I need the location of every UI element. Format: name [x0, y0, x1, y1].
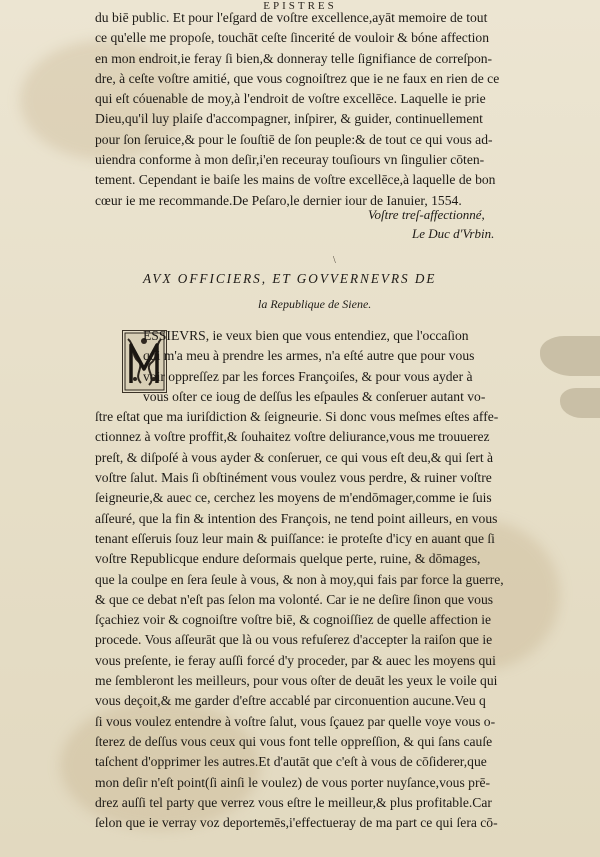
body-text-line: vous deçoit,& me garder d'eſtre accablé par circonuention aucune.Veu q — [95, 693, 486, 709]
body-text-line: ctionnez à voſtre proffit,& ſouhaitez voſtre deliurance,vous me trouuerez — [95, 429, 490, 445]
body-text-line: me ſembleront les meilleurs, pour vous oſter de deuāt les yeux le voile qui — [95, 673, 498, 689]
page-tear — [540, 336, 600, 376]
body-text-line: voir oppreſſez par les forces Françoiſes, & pour vous ayder à — [143, 368, 473, 384]
letter-text-line: du biē public. Et pour l'eſgard de voſtre excellence,ayāt memoire de tout — [95, 10, 488, 25]
body-text-line: & que ce debat n'eſt pas ſelon ma volonté. Car ie ne deſire ſinon que vous — [95, 591, 494, 607]
body-text-line: aſſeuré, que la fin & intention des François, ne tend point ailleurs, en vous — [95, 510, 498, 526]
letter-text-line: uiendra conforme à mon deſir,i'en receuray touſiours vn ſingulier cōten- — [95, 152, 485, 168]
body-text-line: ſterez de deſſus vous ceux qui vous font telle oppreſſion, & qui ſans cauſe — [95, 733, 493, 749]
body-text-line: ſtre eſtat que ma iuriſdiction & ſeigneurie. Si donc vous meſmes eſtes affe- — [95, 409, 499, 425]
body-text-line: ſeigneurie,& auec ce, cerchez les moyens de m'endōmager,comme ie ſuis — [95, 490, 492, 506]
letter-text-line: cœur ie me recommande.De Peſaro,le dernier iour de Ianuier, 1554. — [95, 192, 462, 208]
letter-text-line: Dieu,qu'il luy plaiſe d'accompagner, inſpirer, & guider, continuellement — [95, 111, 483, 127]
letter-text-line: dre, à ceſte voſtre amitié, que vous cognoiſtrez que ie ne faux en rien de ce — [95, 70, 500, 86]
body-text-line: ſçachiez voir & cognoiſtre voſtre biē, & cognoiſſiez de quelle affection ie — [95, 612, 492, 628]
body-text-line: taſchent d'opprimer les autres.Et d'autāt que c'eſt à vous de cōſiderer,que — [95, 754, 487, 770]
body-text-line: mon deſir n'eſt point(ſi ainſi le voulez) de vous porter nuyſance,vous prē- — [95, 774, 491, 790]
letter-closing-text — [95, 8, 540, 211]
letter-body-text — [95, 326, 540, 833]
body-text-line: voſtre Republicque endure deſormais quelque perte, ruine, & dōmages, — [95, 551, 481, 567]
body-text-line: procede. Vous aſſeurāt que là ou vous refuſerez d'accepter la raiſon que ie — [95, 632, 493, 648]
body-text-line: drez auſſi tel party que verrez vous eſtre le meilleur,& plus profitable.Car — [95, 794, 492, 810]
running-head: EPISTRES — [263, 0, 337, 12]
letter-text-line: ce qu'elle me propoſe, touchāt ceſte ſincerité de vouloir & bóne affection — [95, 30, 489, 46]
separator-mark: \ — [333, 255, 336, 266]
page-tear — [560, 388, 600, 418]
letter-text-line: qui eſt cóuenable de moy,à l'endroit de voſtre excellēce. Laquelle ie prie — [95, 91, 486, 107]
letter-text-line: tement. Cependant ie baiſe les mains de voſtre excellēce,à laquelle de bon — [95, 172, 496, 188]
body-text-line: voſtre ſalut. Mais ſi obſtinément vous voulez vous perdre, & ruiner voſtre — [95, 470, 492, 486]
signature-closing: Voſtre treſ-affectionné, — [368, 207, 485, 222]
body-text-line: vous preſente, ie feray auſſi forcé d'y proceder, par & auec les moyens qui — [95, 652, 496, 668]
signature-name: Le Duc d'Vrbin. — [412, 226, 495, 241]
body-text-line: preſt, & diſpoſé à vous ayder & conſeruer, ce qui vous eſt deu,& qui ſert à — [95, 449, 494, 465]
letter-text-line: en mon endroit,ie feray ſi bien,& donneray telle ſignifiance de correſpon- — [95, 50, 493, 66]
body-text-line: ESSIEVRS, ie veux bien que vous entendiez, que l'occaſion — [143, 328, 469, 343]
body-text-line: ſelon que ie verray voz deportemēs,i'effectueray de ma part ce qui ſera cō- — [95, 815, 498, 831]
body-text-line: tenant eſſeruis ſouz leur main & puiſſance: ie proteſte d'icy en auant que ſi — [95, 530, 495, 546]
letter-text-line: pour ſon ſeruice,& pour le ſouſtiē de ſon peuple:& de tout ce qui vous ad- — [95, 131, 493, 147]
body-text-line: qui m'a meu à prendre les armes, n'a eſté autre que pour vous — [143, 348, 475, 364]
body-text-line: vous oſter ce ioug de deſſus les eſpaules & conſeruer autant vo- — [143, 388, 486, 404]
body-text-line: ſi vous voulez entendre à voſtre ſalut, vous ſçauez par quelle voye vous o- — [95, 713, 496, 729]
letter-subheading: la Republique de Siene. — [258, 297, 372, 311]
letter-heading: AVX OFFICIERS, ET GOVVERNEVRS DE — [143, 271, 437, 286]
body-text-line: que la coulpe en ſera ſeule à vous, & non à moy,qui fais par force la guerre, — [95, 571, 504, 587]
